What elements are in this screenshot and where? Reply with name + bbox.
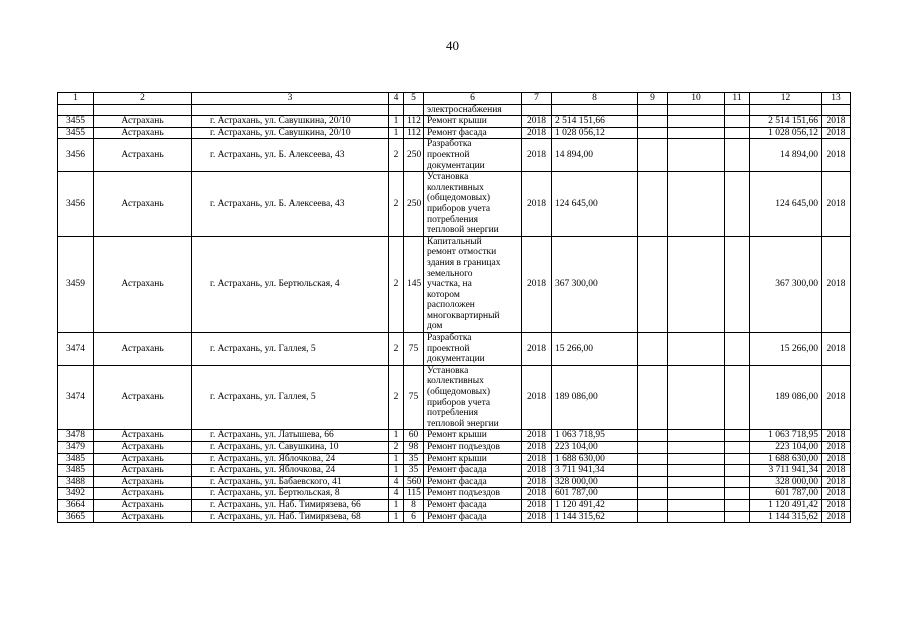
- cost-cell: 189 086,00: [552, 365, 638, 430]
- table-cell: [638, 465, 668, 477]
- header-cell: 10: [668, 93, 725, 105]
- address-cell: г. Астрахань, ул. Бертюльская, 8: [192, 488, 389, 500]
- table-cell: [750, 104, 822, 116]
- table-cell: [638, 104, 668, 116]
- address-cell: г. Астрахань, ул. Латышева, 66: [192, 430, 389, 442]
- year-cell: 2018: [822, 172, 851, 237]
- work-type-cell: [424, 127, 522, 139]
- work-type-line: котором: [427, 289, 460, 300]
- work-type-line: Установка: [427, 172, 469, 183]
- number-cell: 75: [404, 333, 424, 366]
- total-cost-cell: 2 514 151,66: [750, 116, 822, 128]
- table-cell: [668, 139, 725, 172]
- city-cell: Астрахань: [94, 236, 192, 332]
- total-cost-cell: 1 063 718,95: [750, 430, 822, 442]
- work-type-line: Капитальный: [427, 236, 482, 247]
- work-type-line: Ремонт фасада: [427, 499, 487, 510]
- work-type-line: документации: [427, 160, 485, 171]
- number-cell: 75: [404, 365, 424, 430]
- work-type-line: дом: [427, 321, 443, 332]
- table-cell: [638, 476, 668, 488]
- count-cell: 2: [389, 442, 404, 454]
- total-cost-cell: 3 711 941,34: [750, 465, 822, 477]
- record-id-cell: 3474: [58, 365, 94, 430]
- table-cell: [668, 236, 725, 332]
- total-cost-cell: 328 000,00: [750, 476, 822, 488]
- work-type-line: коллективных: [427, 182, 484, 193]
- address-cell: г. Астрахань, ул. Бертюльская, 4: [192, 236, 389, 332]
- year-cell: 2018: [822, 511, 851, 523]
- work-type-cell: [424, 453, 522, 465]
- table-cell: [638, 511, 668, 523]
- year-cell: 2018: [522, 172, 552, 237]
- year-cell: 2018: [822, 488, 851, 500]
- address-cell: г. Астрахань, ул. Наб. Тимирязева, 68: [192, 511, 389, 523]
- total-cost-cell: 1 120 491,42: [750, 499, 822, 511]
- work-type-cell: [424, 333, 522, 366]
- year-cell: 2018: [522, 116, 552, 128]
- record-id-cell: 3459: [58, 236, 94, 332]
- number-cell: 115: [404, 488, 424, 500]
- year-cell: 2018: [822, 453, 851, 465]
- table-cell: [192, 104, 389, 116]
- record-id-cell: 3455: [58, 127, 94, 139]
- city-cell: Астрахань: [94, 499, 192, 511]
- total-cost-cell: 189 086,00: [750, 365, 822, 430]
- table-row: [58, 442, 851, 454]
- header-cell: 4: [389, 93, 404, 105]
- year-cell: 2018: [522, 465, 552, 477]
- city-cell: Астрахань: [94, 333, 192, 366]
- city-cell: Астрахань: [94, 139, 192, 172]
- count-cell: 2: [389, 236, 404, 332]
- year-cell: 2018: [522, 333, 552, 366]
- number-cell: 35: [404, 465, 424, 477]
- work-type-line: Разработка: [427, 333, 472, 344]
- table-cell: [725, 172, 750, 237]
- year-cell: 2018: [822, 139, 851, 172]
- work-type-line: Ремонт подъездов: [427, 442, 501, 452]
- year-cell: 2018: [822, 333, 851, 366]
- work-type-line: здания в границах: [427, 257, 501, 268]
- table-cell: [404, 104, 424, 116]
- cost-cell: 223 104,00: [552, 442, 638, 454]
- cost-cell: 3 711 941,34: [552, 465, 638, 477]
- table-row: [58, 365, 851, 430]
- header-cell: 2: [94, 93, 192, 105]
- cost-cell: 367 300,00: [552, 236, 638, 332]
- work-type-line: земельного: [427, 268, 473, 279]
- year-cell: 2018: [822, 116, 851, 128]
- table-cell: [638, 442, 668, 454]
- year-cell: 2018: [822, 365, 851, 430]
- year-cell: 2018: [522, 236, 552, 332]
- work-type-cell: [424, 499, 522, 511]
- year-cell: 2018: [822, 465, 851, 477]
- header-cell: 11: [725, 93, 750, 105]
- work-type-line: Ремонт фасада: [427, 465, 487, 476]
- work-type-line: приборов учета: [427, 203, 491, 214]
- header-cell: 8: [552, 93, 638, 105]
- table-cell: [638, 116, 668, 128]
- header-cell: 1: [58, 93, 94, 105]
- record-id-cell: 3474: [58, 333, 94, 366]
- cost-cell: 1 028 056,12: [552, 127, 638, 139]
- work-type-cell: [424, 476, 522, 488]
- table-cell: [725, 116, 750, 128]
- number-cell: 250: [404, 172, 424, 237]
- work-type-line: Разработка: [427, 139, 472, 150]
- year-cell: 2018: [822, 476, 851, 488]
- table-cell: [725, 465, 750, 477]
- header-cell: 12: [750, 93, 822, 105]
- work-type-line: расположен: [427, 300, 475, 311]
- year-cell: 2018: [522, 453, 552, 465]
- year-cell: 2018: [522, 511, 552, 523]
- header-cell: 3: [192, 93, 389, 105]
- number-cell: 112: [404, 116, 424, 128]
- count-cell: 1: [389, 499, 404, 511]
- work-type-line: потребления: [427, 408, 479, 419]
- header-row: [58, 93, 851, 105]
- work-type-line: Ремонт подъездов: [427, 488, 501, 499]
- cost-cell: 1 063 718,95: [552, 430, 638, 442]
- number-cell: 35: [404, 453, 424, 465]
- total-cost-cell: 124 645,00: [750, 172, 822, 237]
- total-cost-cell: 1 028 056,12: [750, 127, 822, 139]
- address-cell: г. Астрахань, ул. Б. Алексеева, 43: [192, 172, 389, 237]
- table-cell: [725, 333, 750, 366]
- table-cell: [638, 488, 668, 500]
- count-cell: 4: [389, 476, 404, 488]
- cost-cell: 124 645,00: [552, 172, 638, 237]
- work-type-cell: [424, 236, 522, 332]
- table-row: [58, 236, 851, 332]
- total-cost-cell: 15 266,00: [750, 333, 822, 366]
- table-cell: [94, 104, 192, 116]
- table-cell: [638, 236, 668, 332]
- year-cell: 2018: [822, 127, 851, 139]
- table-cell: [638, 430, 668, 442]
- table-cell: [668, 365, 725, 430]
- record-id-cell: 3455: [58, 116, 94, 128]
- number-cell: 145: [404, 236, 424, 332]
- address-cell: г. Астрахань, ул. Галлея, 5: [192, 333, 389, 366]
- record-id-cell: 3664: [58, 499, 94, 511]
- city-cell: Астрахань: [94, 488, 192, 500]
- total-cost-cell: 223 104,00: [750, 442, 822, 454]
- cost-cell: 328 000,00: [552, 476, 638, 488]
- cost-cell: 1 144 315,62: [552, 511, 638, 523]
- table-cell: [668, 465, 725, 477]
- table-cell: [668, 499, 725, 511]
- address-cell: г. Астрахань, ул. Б. Алексеева, 43: [192, 139, 389, 172]
- work-type-cell: [424, 442, 522, 454]
- table-row: [58, 172, 851, 237]
- year-cell: 2018: [522, 476, 552, 488]
- work-type-cell: [424, 511, 522, 523]
- record-id-cell: 3485: [58, 453, 94, 465]
- city-cell: Астрахань: [94, 453, 192, 465]
- table-cell: [668, 127, 725, 139]
- table-body: [58, 104, 851, 523]
- work-type-line: Ремонт фасада: [427, 127, 487, 138]
- work-type-line: участка, на: [427, 279, 472, 290]
- year-cell: 2018: [522, 127, 552, 139]
- work-type-line: (общедомовых): [427, 193, 491, 204]
- year-cell: 2018: [822, 442, 851, 454]
- record-id-cell: 3665: [58, 511, 94, 523]
- year-cell: 2018: [822, 236, 851, 332]
- work-type-line: тепловой энергии: [427, 225, 499, 236]
- city-cell: Астрахань: [94, 365, 192, 430]
- table-cell: [638, 139, 668, 172]
- table-cell: [725, 442, 750, 454]
- table-row: [58, 511, 851, 523]
- continuation-row: [58, 104, 851, 116]
- table-cell: [822, 104, 851, 116]
- table-cell: [552, 104, 638, 116]
- work-type-line: документации: [427, 354, 485, 365]
- address-cell: г. Астрахань, ул. Бабаевского, 41: [192, 476, 389, 488]
- header-cell: 5: [404, 93, 424, 105]
- record-id-cell: 3456: [58, 172, 94, 237]
- table-cell: [668, 488, 725, 500]
- header-cell: 6: [424, 93, 522, 105]
- table-cell: [58, 104, 94, 116]
- table-cell: [668, 172, 725, 237]
- work-type-cell: [424, 139, 522, 172]
- cost-cell: 1 120 491,42: [552, 499, 638, 511]
- total-cost-cell: 1 688 630,00: [750, 453, 822, 465]
- work-type-line: Ремонт крыши: [427, 453, 487, 464]
- number-cell: 112: [404, 127, 424, 139]
- record-id-cell: 3478: [58, 430, 94, 442]
- count-cell: 1: [389, 116, 404, 128]
- work-type-line: коллективных: [427, 376, 484, 387]
- year-cell: 2018: [522, 499, 552, 511]
- city-cell: Астрахань: [94, 172, 192, 237]
- record-id-cell: 3485: [58, 465, 94, 477]
- table-row: [58, 139, 851, 172]
- table-cell: [725, 139, 750, 172]
- city-cell: Астрахань: [94, 116, 192, 128]
- table-row: [58, 465, 851, 477]
- table-cell: [638, 365, 668, 430]
- table-cell: [725, 236, 750, 332]
- table-cell: [522, 104, 552, 116]
- table-cell: [725, 511, 750, 523]
- count-cell: 2: [389, 172, 404, 237]
- table-row: [58, 333, 851, 366]
- count-cell: 1: [389, 453, 404, 465]
- record-id-cell: 3479: [58, 442, 94, 454]
- number-cell: 6: [404, 511, 424, 523]
- work-type-line: тепловой энергии: [427, 418, 499, 429]
- address-cell: г. Астрахань, ул. Савушкина, 10: [192, 442, 389, 454]
- work-type-line: (общедомовых): [427, 387, 491, 398]
- table-cell: [668, 476, 725, 488]
- year-cell: 2018: [522, 488, 552, 500]
- table-cell: [638, 333, 668, 366]
- total-cost-cell: 601 787,00: [750, 488, 822, 500]
- number-cell: 8: [404, 499, 424, 511]
- work-type-cell: [424, 488, 522, 500]
- work-type-cell: [424, 172, 522, 237]
- count-cell: 1: [389, 127, 404, 139]
- city-cell: Астрахань: [94, 511, 192, 523]
- cost-cell: 14 894,00: [552, 139, 638, 172]
- table-row: [58, 116, 851, 128]
- table-row: [58, 127, 851, 139]
- work-type-line: Установка: [427, 365, 469, 376]
- table-cell: [638, 172, 668, 237]
- table-cell: [638, 453, 668, 465]
- city-cell: Астрахань: [94, 465, 192, 477]
- year-cell: 2018: [522, 139, 552, 172]
- address-cell: г. Астрахань, ул. Савушкина, 20/10: [192, 127, 389, 139]
- year-cell: 2018: [522, 430, 552, 442]
- table-row: [58, 488, 851, 500]
- work-type-cell: [424, 465, 522, 477]
- table-cell: [668, 442, 725, 454]
- address-cell: г. Астрахань, ул. Савушкина, 20/10: [192, 116, 389, 128]
- total-cost-cell: 1 144 315,62: [750, 511, 822, 523]
- address-cell: г. Астрахань, ул. Галлея, 5: [192, 365, 389, 430]
- city-cell: Астрахань: [94, 442, 192, 454]
- city-cell: Астрахань: [94, 127, 192, 139]
- count-cell: 1: [389, 430, 404, 442]
- work-type-line: Ремонт фасада: [427, 511, 487, 522]
- table-cell: [668, 333, 725, 366]
- header-cell: 7: [522, 93, 552, 105]
- record-id-cell: 3488: [58, 476, 94, 488]
- header-cell: 13: [822, 93, 851, 105]
- work-type-cell: [424, 116, 522, 128]
- table-cell: [725, 499, 750, 511]
- count-cell: 1: [389, 465, 404, 477]
- cost-cell: 601 787,00: [552, 488, 638, 500]
- number-cell: 60: [404, 430, 424, 442]
- work-type-line: Ремонт фасада: [427, 476, 487, 487]
- table-cell: [725, 453, 750, 465]
- table-cell: [725, 476, 750, 488]
- work-type-line: ремонт отмостки: [427, 247, 497, 258]
- number-cell: 250: [404, 139, 424, 172]
- count-cell: 1: [389, 511, 404, 523]
- number-cell: 98: [404, 442, 424, 454]
- address-cell: г. Астрахань, ул. Наб. Тимирязева, 66: [192, 499, 389, 511]
- number-cell: 560: [404, 476, 424, 488]
- cost-cell: 2 514 151,66: [552, 116, 638, 128]
- cost-cell: 1 688 630,00: [552, 453, 638, 465]
- year-cell: 2018: [522, 365, 552, 430]
- work-type-line: Ремонт крыши: [427, 430, 487, 441]
- repair-program-table: [57, 92, 851, 523]
- count-cell: 2: [389, 333, 404, 366]
- work-type-cell: [424, 430, 522, 442]
- table-cell: [725, 104, 750, 116]
- table-cell: [668, 511, 725, 523]
- table-cell: [668, 453, 725, 465]
- table-cell: [725, 430, 750, 442]
- table-row: [58, 476, 851, 488]
- total-cost-cell: 367 300,00: [750, 236, 822, 332]
- table-cell: [668, 116, 725, 128]
- count-cell: 4: [389, 488, 404, 500]
- city-cell: Астрахань: [94, 476, 192, 488]
- table-cell: [725, 127, 750, 139]
- year-cell: 2018: [822, 499, 851, 511]
- address-cell: г. Астрахань, ул. Яблочкова, 24: [192, 465, 389, 477]
- table-cell: [725, 488, 750, 500]
- table-cell: [638, 499, 668, 511]
- work-type-line: Ремонт крыши: [427, 116, 487, 127]
- table-cell: [668, 430, 725, 442]
- count-cell: 2: [389, 139, 404, 172]
- total-cost-cell: 14 894,00: [750, 139, 822, 172]
- work-type-line: многоквартирный: [427, 310, 500, 321]
- table-cell: [725, 365, 750, 430]
- year-cell: 2018: [522, 442, 552, 454]
- city-cell: Астрахань: [94, 430, 192, 442]
- table-cell: [638, 127, 668, 139]
- record-id-cell: 3492: [58, 488, 94, 500]
- work-type-line: проектной: [427, 343, 470, 354]
- table-row: [58, 499, 851, 511]
- table-cell: [389, 104, 404, 116]
- work-type-cell: [424, 365, 522, 430]
- page-number: 40: [446, 38, 459, 53]
- work-type-cell: электроснабжения: [424, 104, 522, 116]
- table-cell: [668, 104, 725, 116]
- year-cell: 2018: [822, 430, 851, 442]
- work-type-line: приборов учета: [427, 397, 491, 408]
- table-row: [58, 453, 851, 465]
- work-type-line: проектной: [427, 149, 470, 160]
- header-cell: 9: [638, 93, 668, 105]
- table-row: [58, 430, 851, 442]
- count-cell: 2: [389, 365, 404, 430]
- record-id-cell: 3456: [58, 139, 94, 172]
- work-type-line: потребления: [427, 214, 479, 225]
- cost-cell: 15 266,00: [552, 333, 638, 366]
- address-cell: г. Астрахань, ул. Яблочкова, 24: [192, 453, 389, 465]
